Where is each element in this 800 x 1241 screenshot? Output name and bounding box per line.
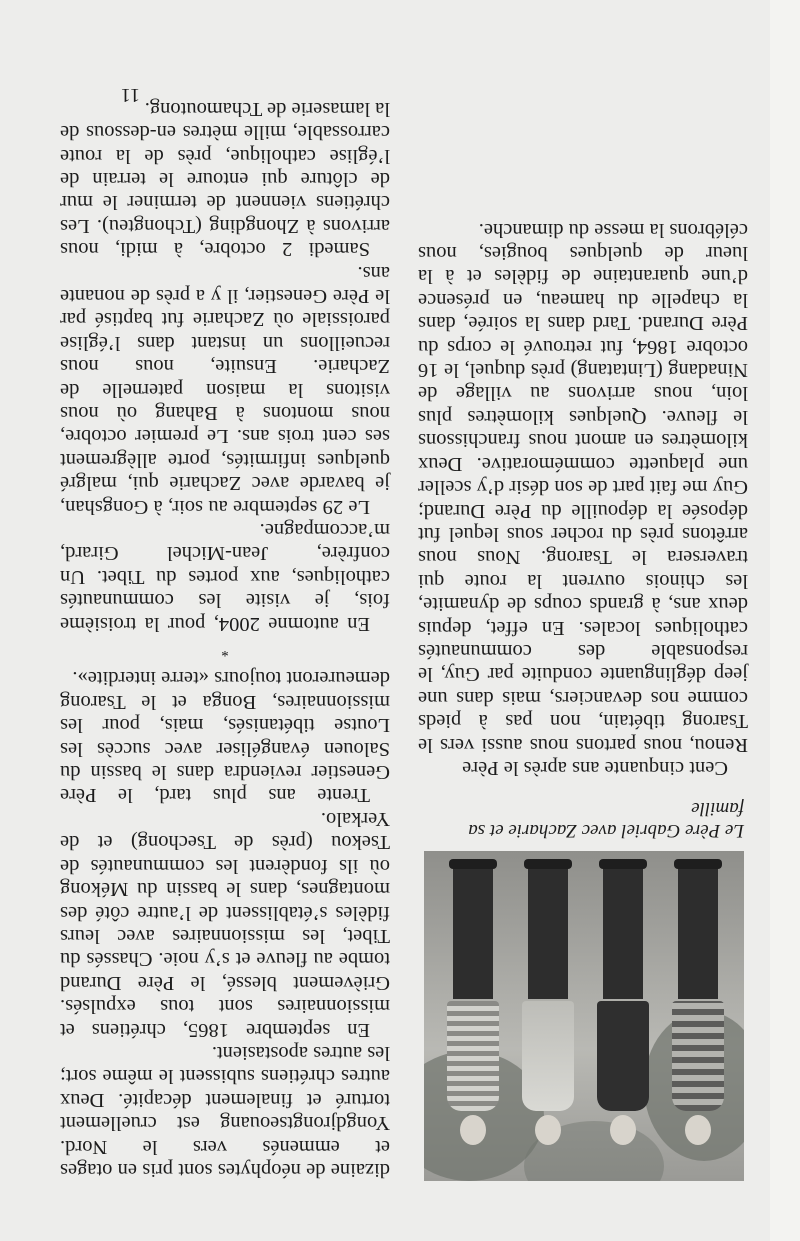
section-separator: * bbox=[221, 643, 229, 660]
paragraph: dizaine de néophytes sont pris en otages et emmenés vers le Nord. Yongdjrongtseouang est cruellement torturé et finalement décapité. Deux autres chrétiens subissent le même sort; les autres apostasient. bbox=[60, 1041, 390, 1181]
person-figure bbox=[447, 859, 499, 1145]
person-figure bbox=[522, 859, 574, 1145]
caption-line: famille bbox=[691, 798, 744, 819]
person-figure bbox=[597, 859, 649, 1145]
page-margin bbox=[770, 0, 800, 1241]
caption-line: Le Père Gabriel avec Zacharie et sa bbox=[468, 820, 744, 841]
right-column bbox=[60, 96, 390, 1181]
paragraph: En automne 2004, pour la troisième fois, je visite les communautés catholiques, aux portes du Tibet. Un confrère, Jean-Michel Girard, m’accompagne. bbox=[60, 519, 390, 635]
group-photo bbox=[424, 851, 744, 1181]
person-figure bbox=[672, 859, 724, 1145]
paragraph: Samedi 2 octobre, à midi, nous arrivons à Zhongding (Tchongteu). Les chrétiens viennent de terminer le mur de clôture qui entoure le terrain de l’église catholique, près de la route carrossable, mille mètres en-dessous de la lamaserie de Tchamoutong. bbox=[60, 97, 390, 261]
paragraph: Le 29 septembre au soir, à Gongshan, je bavarde avec Zacharie qui, malgré quelques infirmités, porte allègrement ses cent trois ans. Le premier octobre, nous montons à Bahang où nous visitons la maison paternelle de Zacharie. Ensuite, nous nous recueillons un instant dans l’église paroissiale où Zacharie fut baptisé par le Père Genestier, il y a près de nonante ans. bbox=[60, 261, 390, 518]
paragraph: Cent cinquante ans après le Père bbox=[462, 757, 728, 779]
photo-caption bbox=[418, 797, 744, 841]
photo-block bbox=[418, 797, 748, 1181]
page-number: 11 bbox=[120, 84, 140, 106]
right-paragraphs bbox=[60, 96, 390, 1181]
paragraph: Trente ans plus tard, le Père Genestier reviendra dans le bassin du Salouen évangéliser avec succès les Loutse tibétanisés, mais, pour les missionnaires, Bonga et le Tsarong demeureront toujours «terre interdite». bbox=[60, 667, 390, 807]
paragraph: En septembre 1865, chrétiens et missionnaires sont tous expulsés. Grièvement blessé, le Père Durand tombe au fleuve et s’y noie. Chassés du Tibet, les missionnaires avec leurs fidèles s’établissent de l’autre côté des montagnes, dans le bassin du Mékong où ils fondèrent les communautés de Tsekou (près de Tsechong) et de Yerkalo. bbox=[60, 807, 390, 1041]
left-paragraphs bbox=[418, 217, 748, 779]
paragraph: Renou, nous partons nous aussi vers le Tsarong tibétain, non pas à pieds comme nos devanciers, mais dans une jeep déglinguante conduite par Guy, le responsable des communautés catholiques locales. En effet, depuis deux ans, à grands coups de dynamite, les chinois ouvrent la route qui traversera le Tsarong. Nous nous arrêtons près du rocher sous lequel fut déposée la dépouille du Père Durand; Guy me fait part de son désir d’y sceller une plaquette commémorative. Deux kilomètres en amont nous franchissons le fleuve. Quelques kilomètres plus loin, nous arrivons au village de Ninadang (Lintatang) près duquel, le 16 octobre 1864, fut retrouvé le corps du Père Durand. Tard dans la soirée, dans la chapelle du hameau, en présence d’une quarantaine de fidèles et à la lueur de quelques bougies, nous célébrons la messe du dimanche. bbox=[418, 218, 748, 756]
left-column bbox=[418, 217, 748, 1181]
